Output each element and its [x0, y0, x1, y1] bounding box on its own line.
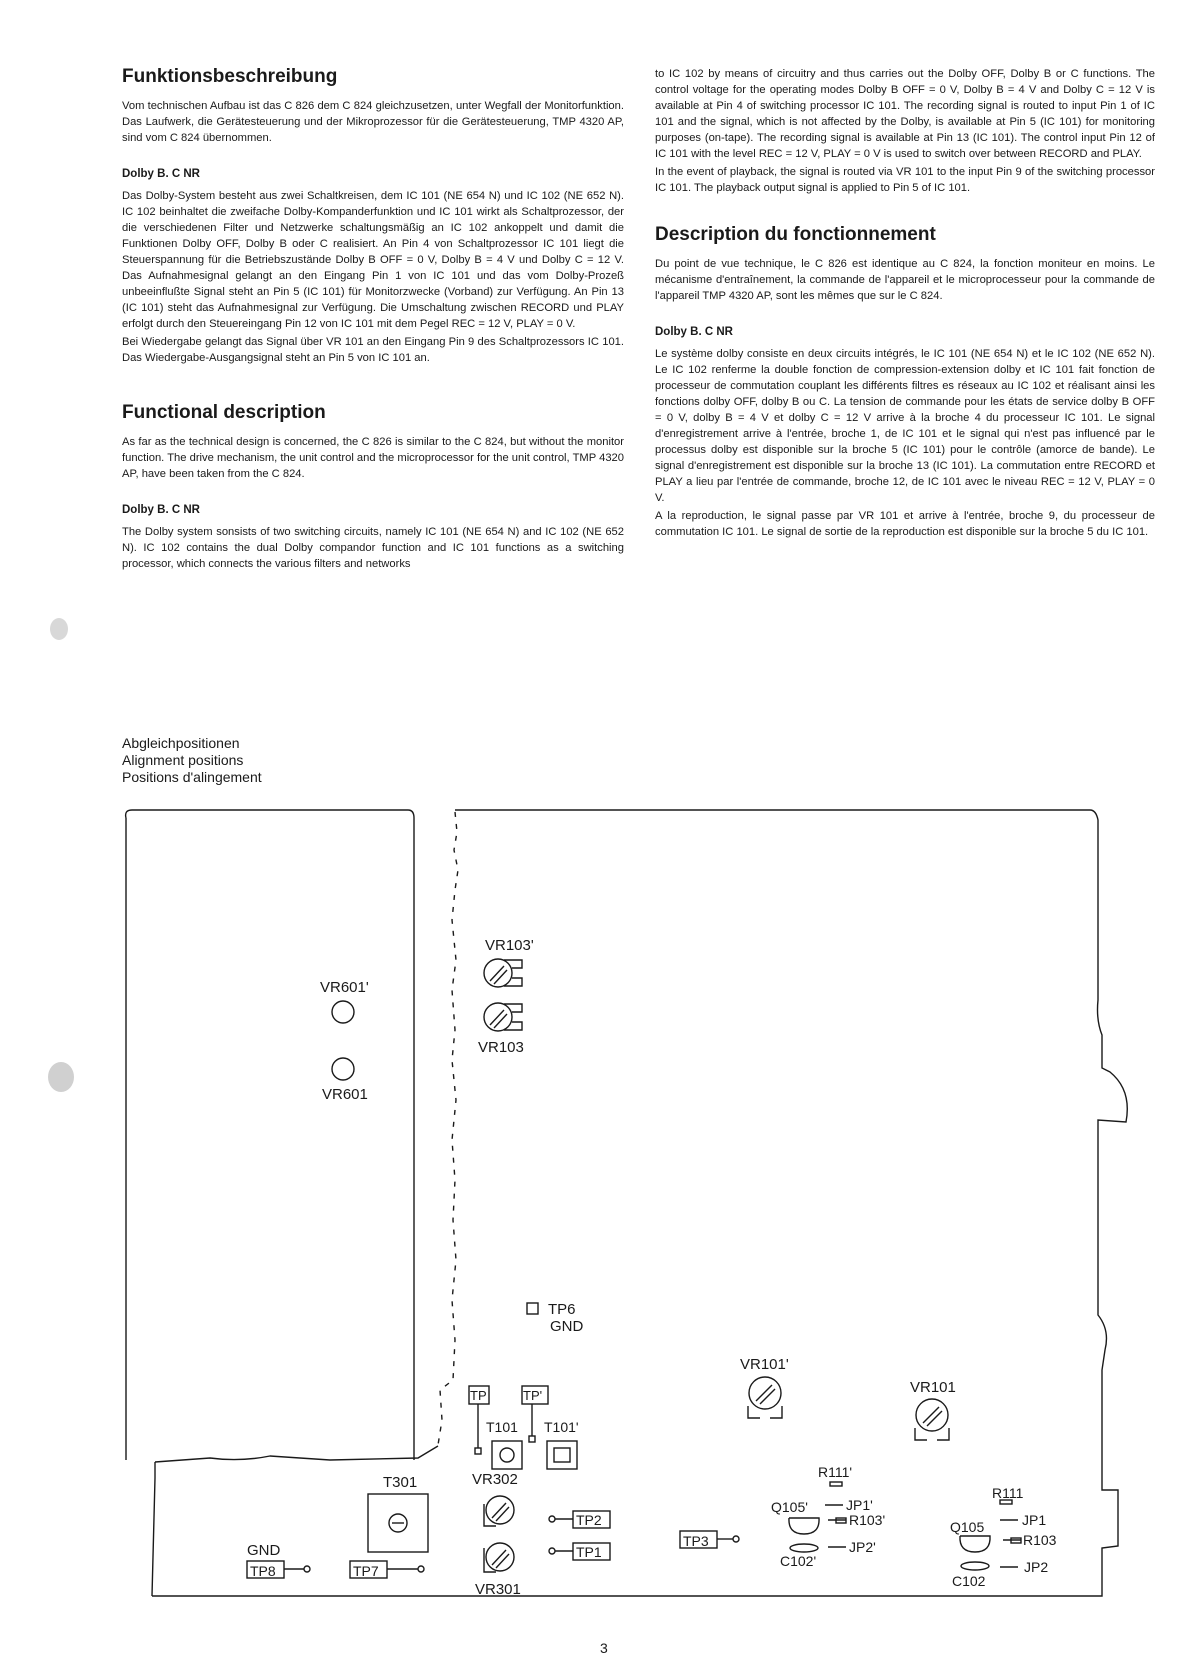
- t301-label: T301: [383, 1474, 418, 1491]
- tp-left-label: TP: [470, 1388, 487, 1403]
- left-panel-bottom-edge: [155, 1446, 438, 1462]
- vr601-prime-label: VR601': [320, 979, 369, 996]
- c102-prime-capacitor: [790, 1544, 818, 1552]
- vr101-prime-label: VR101': [740, 1356, 789, 1373]
- vr601-trimmer: [332, 1058, 354, 1080]
- vr101-prime-trimmer: [748, 1377, 782, 1418]
- tp6-pad: [527, 1303, 538, 1314]
- jp2-label: JP2: [1024, 1559, 1049, 1575]
- en-subheading: Dolby B. C NR: [122, 504, 200, 516]
- de-heading: Funktionsbeschreibung: [122, 66, 338, 87]
- vr302-trimmer: [484, 1496, 514, 1526]
- vr601-prime-trimmer: [332, 1001, 354, 1023]
- en-intro: As far as the technical design is concerned, the C 826 is similar to the C 824, but without the monitor function. The drive mechanism, the unit control and the microprocessor for the unit control, TMP 4320 AP, have been taken from the C 824.: [122, 436, 624, 480]
- vr101-trimmer: [915, 1399, 949, 1440]
- fr-paragraph-1: Le système dolby consiste en deux circuits intégrés, le IC 101 (NE 654 N) et le IC 102 (NE 652 N). Le IC 102 renferme la double fonction de compression-extension dolby et IC 101 fait fonction de processeur de commutation couplant les différents filtres es réseaux au IC 102 et réalisant ainsi les fonctions dolby OFF, dolby B ou C. La tension de commande pour les états de service dolby B OFF = 0 V, dolby B = 4 V et dolby C = 12 V arrive à la broche 4 du processeur IC 101. Le signal d'enregistrement arrive à l'entrée, broche 1, de IC 101 et le signal qui n'est pas influencé par le processus dolby est disponible sur la broche 5 (IC 101) pour le contrôle (amorce de bande). Le signal d'enregistrement est disponible sur la broche 13 (IC 101). La commutation entre RECORD et PLAY a lieu par l'entrée de commande, broche 12, de IC 101 avec le niveau REC = 12 V, PLAY = 0 V.: [655, 348, 1155, 504]
- jp1-label: JP1: [1022, 1512, 1047, 1528]
- vr101-label: VR101: [910, 1379, 956, 1396]
- vr103-trimmer: [484, 1003, 522, 1031]
- t101-prime-label: T101': [544, 1419, 579, 1435]
- r103-label: R103: [1023, 1532, 1057, 1548]
- en-heading: Functional description: [122, 402, 326, 423]
- tp2-label: TP2: [576, 1512, 602, 1528]
- de-paragraph-2: Bei Wiedergabe gelangt das Signal über VR 101 an den Eingang Pin 9 des Schaltprozessors IC 101. Das Wiedergabe-Ausgangsignal steht an Pin 5 von IC 101 an.: [122, 336, 624, 364]
- r111-label: R111: [992, 1485, 1024, 1501]
- left-panel-outline: [126, 810, 414, 1460]
- gnd-tp8-label: GND: [247, 1542, 281, 1559]
- en-paragraph-2: to IC 102 by means of circuitry and thus carries out the Dolby OFF, Dolby B or C functions. The control voltage for the operating modes Dolby B OFF = 0 V, Dolby B = 4 V and Dolby C = 12 V is available at Pin 4 of switching processor IC 101. The recording signal is routed to input Pin 1 of IC 101 and the signal, which is not affected by the Dolby, is available at Pin 5 (IC 101) for monitoring purposes (on-tape). The recording signal is available at Pin 13 (IC 101). The control input Pin 12 of IC 101 with the level REC = 12 V, PLAY = 0 V is used to switch over between RECORD and PLAY.: [655, 68, 1155, 160]
- fr-paragraph-2: A la reproduction, le signal passe par VR 101 et arrive à l'entrée, broche 9, du processeur de commutation IC 101. Le signal de sortie de la reproduction est disponible sur la broche 5 du IC 101.: [655, 510, 1155, 538]
- board-outline: [152, 810, 1127, 1596]
- tp-right-label: TP': [523, 1388, 543, 1403]
- fr-intro: Du point de vue technique, le C 826 est identique au C 824, la fonction moniteur en moins. Le mécanisme d'entraînement, la commande de l'appareil et le microprocesseur pour la commande de l'appareil TMP 4320 AP, sont les mêmes que sur le C 824.: [655, 258, 1155, 302]
- t101-prime-coil: [547, 1441, 577, 1469]
- vr301-label: VR301: [475, 1581, 521, 1598]
- c102-capacitor: [961, 1562, 989, 1570]
- vr103-prime-trimmer: [484, 959, 522, 987]
- page-number: 3: [600, 1640, 608, 1656]
- de-paragraph-1: Das Dolby-System besteht aus zwei Schaltkreisen, dem IC 101 (NE 654 N) und IC 102 (NE 652 N). IC 102 beinhaltet die zweifache Dolby-Kompanderfunktion und IC 101 wirkt als Schaltprozessor, der die verschiedenen Filter und Netzwerke schaltungsmäßig an IC 102 ankoppelt und damit die Funktionen Dolby OFF, Dolby B oder C realisiert. An Pin 4 von Schaltprozessor IC 101 liegt die Steuerspannung für die Betriebszustände Dolby B OFF = 0 V, Dolby B = 4 V und Dolby C = 12 V. Das Aufnahmesignal gelangt an den Eingang Pin 1 von IC 101 und das vom Dolby-Prozeß unbeeinflußte Signal steht an Pin 5 (IC 101) für Monitorzwecke (Vorband) zur Verfügung. An Pin 13 (IC 101) steht das Aufnahmesignal zur Verfügung. Die Umschaltung zwischen RECORD und PLAY erfolgt durch den Steuereingang Pin 12 von IC 101 mit dem Pegel REC = 12 V, PLAY = 0 V.: [122, 190, 624, 330]
- q105-prime-transistor: [789, 1518, 819, 1534]
- r111-prime-label: R111': [818, 1464, 853, 1480]
- en-paragraph-3: In the event of playback, the signal is routed via VR 101 to the input Pin 9 of the switching processor IC 101. The playback output signal is applied to Pin 5 of IC 101.: [655, 166, 1155, 194]
- tp6-label: TP6: [548, 1301, 576, 1318]
- tp8-label: TP8: [250, 1563, 276, 1579]
- caption-en: Alignment positions: [122, 752, 244, 768]
- vr301-trimmer: [484, 1543, 514, 1572]
- c102-label: C102: [952, 1573, 986, 1589]
- vr601-label: VR601: [322, 1086, 368, 1103]
- q105-prime-label: Q105': [771, 1499, 808, 1515]
- fr-subheading: Dolby B. C NR: [655, 326, 733, 338]
- vr103-prime-label: VR103': [485, 937, 534, 954]
- en-paragraph-1: The Dolby system sonsists of two switching circuits, namely IC 101 (NE 654 N) and IC 102 (NE 652 N). IC 102 contains the dual Dolby compandor function and IC 101 functions as a switching processor, which connects the various filters and networks: [122, 526, 624, 570]
- board-divider: [438, 812, 458, 1445]
- tp1-label: TP1: [576, 1544, 602, 1560]
- r103-prime-label: R103': [849, 1512, 886, 1528]
- jp1-prime-label: JP1': [846, 1497, 873, 1513]
- caption-de: Abgleichpositionen: [122, 735, 240, 751]
- de-subheading: Dolby B. C NR: [122, 168, 200, 180]
- fr-heading: Description du fonctionnement: [655, 224, 936, 245]
- q105-label: Q105: [950, 1519, 985, 1535]
- de-intro: Vom technischen Aufbau ist das C 826 dem C 824 gleichzusetzen, unter Wegfall der Monitorfunktion. Das Laufwerk, die Gerätesteuerung und der Mikroprozessor für die Gerätesteuerung, TMP 4320 AP, sind vom C 824 übernommen.: [122, 100, 624, 144]
- q105-transistor: [960, 1536, 990, 1552]
- jp2-prime-label: JP2': [849, 1539, 876, 1555]
- c102-prime-label: C102': [780, 1553, 817, 1569]
- vr302-label: VR302: [472, 1471, 518, 1488]
- tp6-gnd-label: GND: [550, 1318, 584, 1335]
- t101-coil: [492, 1441, 522, 1469]
- tp7-label: TP7: [353, 1563, 379, 1579]
- tp3-label: TP3: [683, 1533, 709, 1549]
- caption-fr: Positions d'alingement: [122, 769, 262, 785]
- t301-coil: [368, 1494, 428, 1552]
- t101-label: T101: [486, 1419, 518, 1435]
- vr103-label: VR103: [478, 1039, 524, 1056]
